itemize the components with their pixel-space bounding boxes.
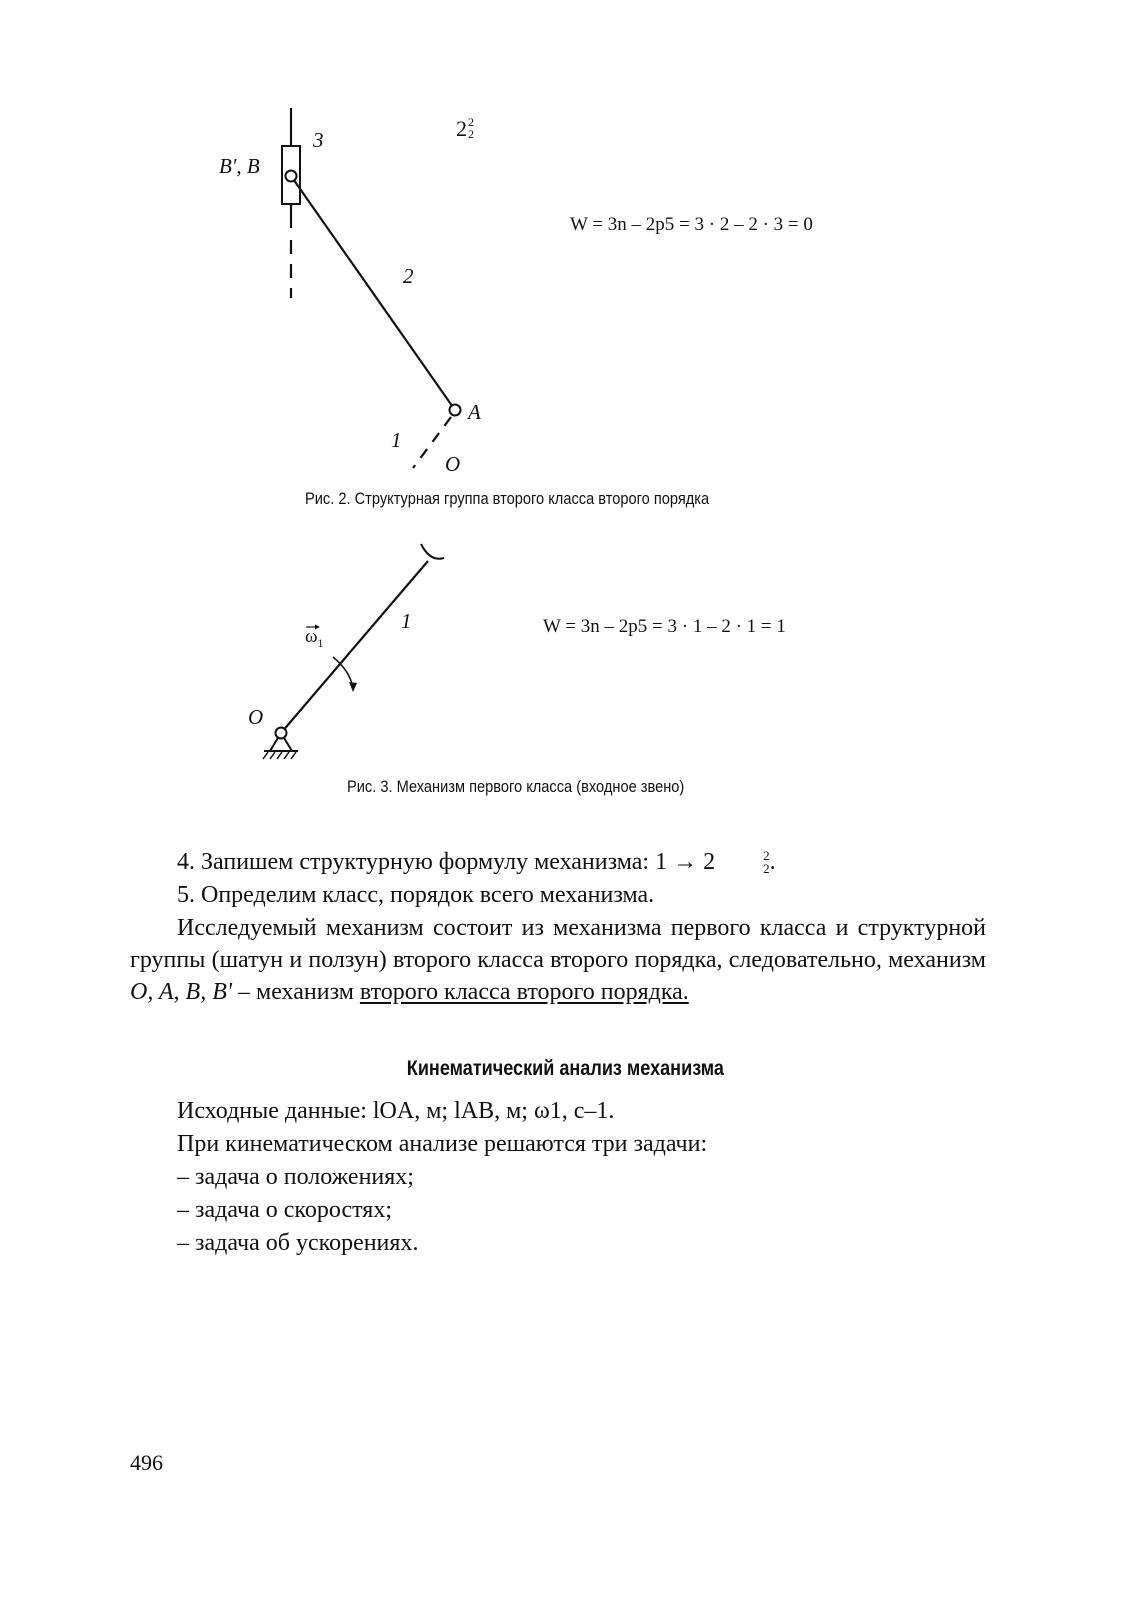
label-point-o-fig3: O <box>248 705 264 729</box>
figure-3-caption: Рис. 3. Механизм первого класса (входное звено) <box>347 777 685 796</box>
omega-symbol: ω <box>305 626 318 647</box>
item-4-sup: 2 <box>763 848 770 863</box>
label-input-link-1: 1 <box>401 609 412 633</box>
label-link-3: 3 <box>313 128 324 152</box>
input-data-line <box>130 1095 986 1127</box>
group-symbol-base: 2 <box>456 116 467 141</box>
figure-2-formula: W = 3n – 2p5 = 3 · 2 – 2 · 3 = 0 <box>570 214 813 235</box>
group-symbol-sub: 2 <box>468 127 474 141</box>
paragraph-main-text: Исследуемый механизм состоит из механизма первого класса и структурной группы (шатун и ползун) второго класса второго порядка, следовательно, механизм <box>130 915 986 973</box>
item-4-structural-formula: 4. Запишем структурную формулу механизма: 1 → 2 2 2 . <box>177 848 776 876</box>
paragraph-mechanism-conclusion <box>130 912 986 1008</box>
support-hatching <box>263 752 296 759</box>
paragraph-underlined-conclusion: второго класса второго порядка. <box>359 979 689 1005</box>
figure-3-formula: W = 3n – 2p5 = 3 · 1 – 2 · 1 = 1 <box>543 616 786 637</box>
joint-o <box>276 728 287 739</box>
item-5-class-order: 5. Определим класс, порядок всего механизма. <box>177 882 655 908</box>
input-data-values: lOA, м; lAB, м; ω1, с–1. <box>372 1098 615 1124</box>
label-point-o: O <box>445 452 461 476</box>
input-data-prefix: Исходные данные: <box>177 1098 367 1124</box>
page-number: 496 <box>130 1450 163 1475</box>
paragraph-points: O, A, B, B' <box>130 979 233 1005</box>
input-link-line <box>281 561 428 733</box>
label-link-1: 1 <box>391 428 402 452</box>
omega-label <box>305 626 323 648</box>
kinematic-intro: При кинематическом анализе решаются три задачи: <box>177 1131 708 1157</box>
rotation-arrow-head <box>349 682 357 692</box>
figure-2-caption: Рис. 2. Структурная группа второго класса второго порядка <box>305 489 710 508</box>
task-velocities: – задача о скоростях; <box>177 1197 392 1223</box>
task-positions: – задача о положениях; <box>177 1164 414 1190</box>
group-symbol-sup: 2 <box>468 115 474 129</box>
task-accelerations: – задача об ускорениях. <box>177 1230 419 1256</box>
paragraph-mid-text: – механизм <box>238 979 354 1005</box>
label-link-2: 2 <box>403 264 414 288</box>
link-end-arc <box>421 544 444 559</box>
item-4-sub: 2 <box>763 861 770 876</box>
label-point-b: B′, B <box>219 154 260 178</box>
figure-3-diagram <box>0 0 1131 780</box>
omega-subscript: 1 <box>317 636 324 650</box>
section-heading: Кинематический анализ механизма <box>406 1057 725 1080</box>
label-point-a: A <box>468 400 481 424</box>
